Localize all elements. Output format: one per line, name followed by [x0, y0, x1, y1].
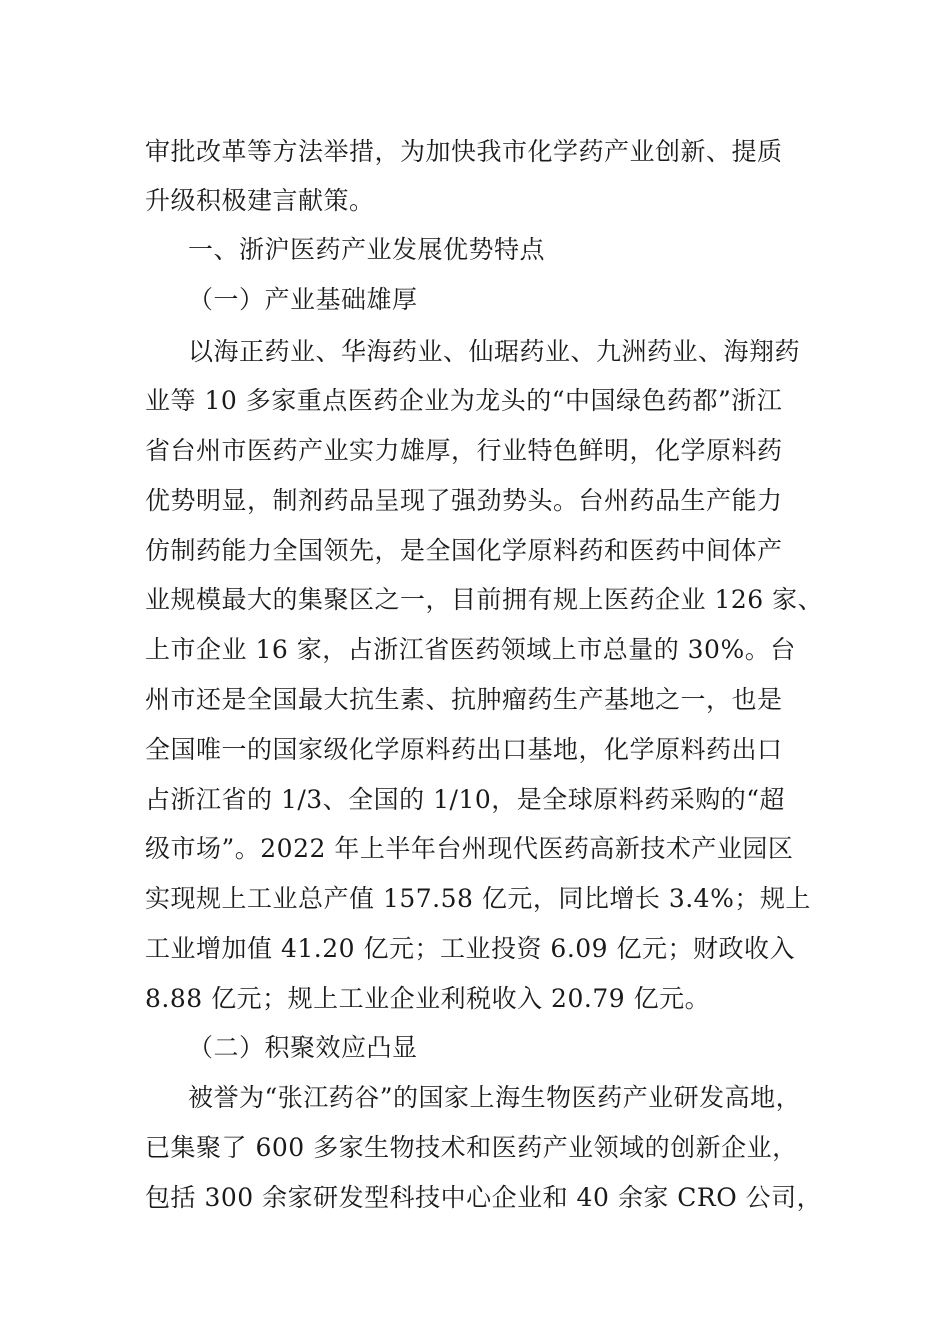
subsection-heading: （一）产业基础雄厚 [188, 285, 418, 314]
section-heading: 一、浙沪医药产业发展优势特点 [188, 235, 546, 264]
paragraph-line: 上市企业 16 家，占浙江省医药领域上市总量的 30%。台 [145, 635, 796, 664]
paragraph-line: 审批改革等方法举措，为加快我市化学药产业创新、提质 [145, 137, 783, 166]
paragraph-line: 业等 10 多家重点医药企业为龙头的“中国绿色药都”浙江 [145, 386, 783, 415]
paragraph-line: 级市场”。2022 年上半年台州现代医药高新技术产业园区 [145, 834, 794, 863]
paragraph-line: 仿制药能力全国领先，是全国化学原料药和医药中间体产 [145, 536, 783, 565]
subsection-heading: （二）积聚效应凸显 [188, 1033, 418, 1062]
paragraph-line: 优势明显，制剂药品呈现了强劲势头。台州药品生产能力 [145, 486, 783, 515]
paragraph-line: 实现规上工业总产值 157.58 亿元，同比增长 3.4%；规上 [145, 884, 811, 913]
paragraph-line: 全国唯一的国家级化学原料药出口基地，化学原料药出口 [145, 735, 783, 764]
paragraph-line: 工业增加值 41.20 亿元；工业投资 6.09 亿元；财政收入 [145, 934, 796, 963]
paragraph-line: 州市还是全国最大抗生素、抗肿瘤药生产基地之一，也是 [145, 685, 783, 714]
paragraph-line: 占浙江省的 1/3、全国的 1/10，是全球原料药采购的“超 [145, 785, 786, 814]
paragraph-line: 省台州市医药产业实力雄厚，行业特色鲜明，化学原料药 [145, 436, 783, 465]
paragraph-line: 业规模最大的集聚区之一，目前拥有规上医药企业 126 家、 [145, 585, 824, 614]
paragraph-line: 升级积极建言献策。 [145, 186, 375, 215]
paragraph-line: 8.88 亿元；规上工业企业利税收入 20.79 亿元。 [145, 984, 711, 1013]
paragraph-line: 包括 300 余家研发型科技中心企业和 40 余家 CRO 公司， [145, 1183, 823, 1212]
paragraph-line: 以海正药业、华海药业、仙琚药业、九洲药业、海翔药 [188, 337, 801, 366]
paragraph-line: 被誉为“张江药谷”的国家上海生物医药产业研发高地， [188, 1083, 802, 1112]
paragraph-line: 已集聚了 600 多家生物技术和医药产业领域的创新企业， [145, 1133, 798, 1162]
